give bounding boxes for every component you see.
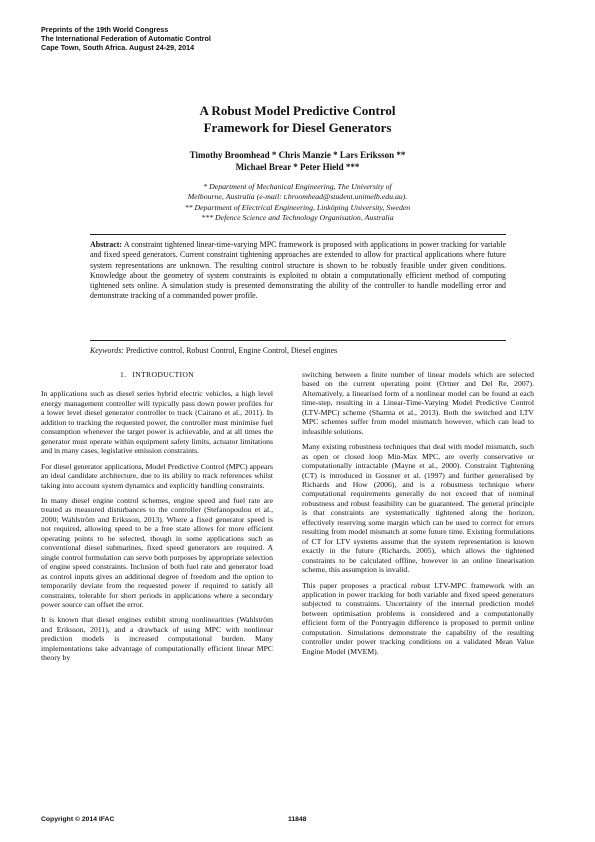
author-line: Michael Brear * Peter Hield *** [235,161,360,172]
conference-header [41,25,211,52]
section-number: 1. [119,370,127,379]
abstract-top-rule [90,234,506,235]
left-column [41,370,273,669]
conference-header-line: Cape Town, South Africa. August 24-29, 2014 [41,43,195,52]
affiliation-line: *** Defence Science and Technology Organisation, Australia [201,212,394,222]
page-number: 11848 [288,816,307,823]
abstract-bottom-rule [90,340,506,341]
paragraph: In applications such as diesel series hybrid electric vehicles, a high level energy management controller will typically pass down power profiles for a lower level diesel generator controller to track (Cairano et al., 2011). In addition to tracking the requested power, the controller must minimise fuel consumption whenever the target power is achievable, and at all times the generator must operate within equipment safety limits, actuator limitations and in many cases, legislative emission constraints. [41,389,273,456]
author-list [60,150,535,173]
keywords-label: Keywords: [90,346,124,355]
copyright-notice: Copyright © 2014 IFAC [41,816,115,823]
abstract-text: A constraint tightened linear-time-varying MPC framework is proposed with applications in power tracking for variable and fixed speed generators. Current constraint tightening approaches are extended to allow for practical applications where future system representations are unknown. The resulting control structure is shown to be robustly feasible under given conditions. Knowledge about the geometry of system constraints is exploited to obtain a computationally efficient method of computing tightened sets online. A simulation study is presented demonstrating the ability of the controller to handle modelling error and demonstrate tracking of a commanded power profile. [90,240,506,301]
affiliations [60,182,535,223]
paragraph: Many existing robustness techniques that deal with model mismatch, such as open or closed loop Min-Max MPC, are overly conservative or computationally intractable (Mayne et al., 2000). Constraint Tightening (CT) is introduced in Gossner et al. (1997) and further generalised by Richards and How (2006), and is a robustness technique where computational requirements generally do not exceed that of nominal robustness and robust feasibility can be guaranteed. The general principle is that constraints are systematically tightened along the horizon, effectively reserving some margin which can be used to correct for errors resulting from model mismatch at some future time. Existing formulations of CT for LTV systems assume that the system representation is known exactly in the future (Richards, 2005), which allows the tightened constraints to be calculated offline, however in an online linearisation scheme, this assumption is invalid. [302,442,534,575]
affiliation-line: Melbourne, Australia (e-mail: t.broomhead@student.unimelb.edu.au). [187,192,408,202]
affiliation-line: ** Department of Electrical Engineering, Linköping University, Sweden [184,202,411,212]
paragraph: For diesel generator applications, Model Predictive Control (MPC) appears an ideal candidate architecture, due to its ability to track references whilst taking into account system dynamics and explicitly handling constraints. [41,461,273,490]
abstract [90,240,506,302]
keywords [90,346,506,356]
paper-title-line: Framework for Diesel Generators [203,120,392,135]
paper-title [60,102,535,136]
conference-header-line: Preprints of the 19th World Congress [41,25,169,34]
affiliation-line: * Department of Mechanical Engineering, The University of [203,182,392,191]
paper-title-line: A Robust Model Predictive Control [199,103,396,118]
author-line: Timothy Broomhead * Chris Manzie * Lars Eriksson ** [189,150,406,160]
paragraph: switching between a finite number of linear models which are selected based on the current operating point (Ortner and Del Re, 2007). Alternatively, a linearised form of a nonlinear model can be found at each time-step, resulting in a Linear-Time-Varying Model Predictive Control (LTV-MPC) scheme (Sharma et al., 2013). Both the switched and LTV MPC schemes suffer from model mismatch however, which can lead to infeasible solutions. [302,370,534,436]
right-column [302,370,534,662]
abstract-label: Abstract: [90,240,122,249]
section-title: INTRODUCTION [132,370,195,379]
conference-header-line: The International Federation of Automatic Control [41,34,211,43]
paragraph: This paper proposes a practical robust LTV-MPC framework with an application in power tracking for both variable and fixed speed generators subjected to constraints. Uncertainty of the internal prediction model between optimisation problems is considered and a computationally efficient form of the Pontryagin difference is proposed to permit online computation. Simulations demonstrate the capability of the resulting controller under power tracking conditions on a validated Mean Value Engine Model (MVEM). [302,580,534,656]
paragraph: In many diesel engine control schemes, engine speed and fuel rate are treated as measured disturbances to the controller (Stefanopoulou et al., 2000; Wahlström and Eriksson, 2013). Where a fixed generator speed is not required, allowing speed to be a free state allows for more efficient operating points to be selected, though in some applications such as conventional diesel submarines, fixed speed generators are required. A single control formulation can serve both purposes by appropriate selection of engine speed constraints. Inclusion of both fuel rate and generator load as control inputs gives an additional degree of freedom and the option to temporarily deviate from the requested power if required to satisfy all constraints, tolerable for short periods in applications where a secondary power source can offset the error. [41,495,273,609]
paragraph: It is known that diesel engines exhibit strong nonlinearities (Wahlström and Eriksson, 2011), and a drawback of using MPC with nonlinear prediction models is increased computational burden. Many implementations take advantage of computationally efficient linear MPC theory by [41,615,273,663]
section-heading [41,370,273,379]
keywords-text: Predictive control, Robust Control, Engine Control, Diesel engines [125,346,338,355]
